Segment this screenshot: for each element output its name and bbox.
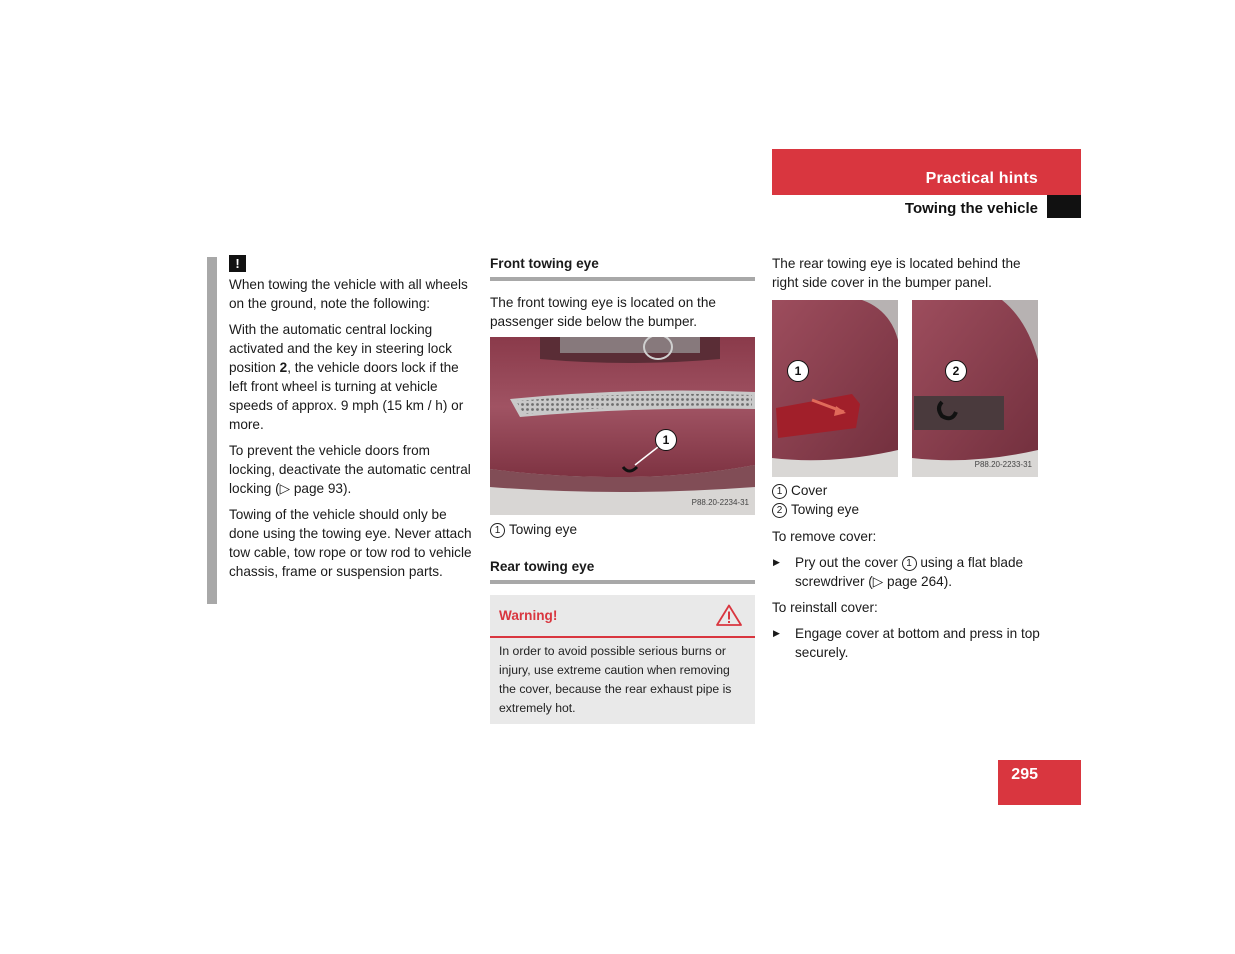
- rear-legend-item-1: [772, 481, 1042, 500]
- front-bumper-illustration: [490, 337, 755, 515]
- section-marker: [1047, 195, 1081, 218]
- rear-callout-1: 1: [787, 360, 809, 382]
- note-sidebar: [207, 257, 217, 604]
- section-header: [772, 195, 1038, 218]
- legend-number: 1: [490, 523, 505, 538]
- section-title: Towing the vehicle: [904, 200, 1038, 217]
- chapter-header: [772, 149, 1081, 195]
- rear-photo-code: P88.20-2233-31: [974, 460, 1032, 469]
- note-paragraph-1: When towing the vehicle with all wheels on the ground, note the following:: [229, 277, 468, 311]
- front-towing-heading: Front towing eye: [490, 254, 755, 281]
- legend-number: 2: [772, 503, 787, 518]
- warning-title: Warning!: [499, 608, 558, 623]
- chapter-title: Practical hints: [925, 170, 1038, 187]
- rear-bumper-illustration: [772, 300, 1038, 477]
- reinstall-cover-label: To reinstall cover:: [772, 600, 878, 615]
- rear-legend-item-2: [772, 500, 1042, 519]
- remove-step-number: 1: [902, 556, 917, 571]
- rear-towing-text: The rear towing eye is located behind the right side cover in the bumper panel.: [772, 256, 1021, 290]
- note-block: [229, 254, 475, 588]
- note-p2-before: With the automatic central locking activated and the key in steering lock position: [229, 322, 452, 375]
- reinstall-cover-step: ▶ Engage cover at bottom and press in top securely.: [772, 624, 1042, 662]
- remove-cover-step: [772, 553, 1042, 591]
- note-paragraph-3: To prevent the vehicle doors from locking, deactivate the automatic central locking (▷ page 93).: [229, 443, 471, 496]
- warning-triangle-icon: [716, 604, 742, 626]
- warning-header: [490, 595, 755, 638]
- legend-number: 1: [772, 484, 787, 499]
- legend-label: Towing eye: [509, 522, 578, 537]
- rear-bumper-photo: [772, 300, 1038, 477]
- note-p2-after: , the vehicle doors lock if the left front wheel is turning at vehicle speeds of approx. 9 mph (15 km / h) or more.: [229, 360, 464, 432]
- exclamation-icon: !: [229, 255, 246, 272]
- front-legend-item: [490, 520, 755, 539]
- rear-towing-section: [772, 254, 1042, 669]
- front-callout-1: 1: [655, 429, 677, 451]
- rear-callout-2: 2: [945, 360, 967, 382]
- remove-step-before: Pry out the cover: [795, 555, 902, 570]
- front-towing-section: [490, 254, 755, 584]
- front-towing-text: The front towing eye is located on the passenger side below the bumper.: [490, 295, 716, 329]
- remove-step-after: using a flat blade screwdriver (▷ page 264).: [795, 555, 1024, 589]
- remove-cover-label: To remove cover:: [772, 529, 877, 544]
- front-bumper-photo: [490, 337, 755, 515]
- legend-label: Cover: [791, 483, 828, 498]
- warning-box: [490, 595, 755, 724]
- front-photo-code: P88.20-2234-31: [691, 498, 749, 507]
- note-paragraph-4: Towing of the vehicle should only be done using the towing eye. Never attach tow cable, tow rope or tow rod to vehicle chassis, frame or suspension parts.: [229, 507, 472, 579]
- page-number: 295: [1011, 766, 1038, 783]
- warning-text: In order to avoid possible serious burns or injury, use extreme caution when removing the cover, because the rear exhaust pipe is extremely hot.: [499, 644, 732, 715]
- note-p2-bold: 2: [279, 360, 288, 375]
- note-paragraph-2: [229, 320, 475, 434]
- legend-label: Towing eye: [791, 502, 860, 517]
- page-number-box: [998, 760, 1081, 805]
- rear-towing-heading: Rear towing eye: [490, 557, 755, 584]
